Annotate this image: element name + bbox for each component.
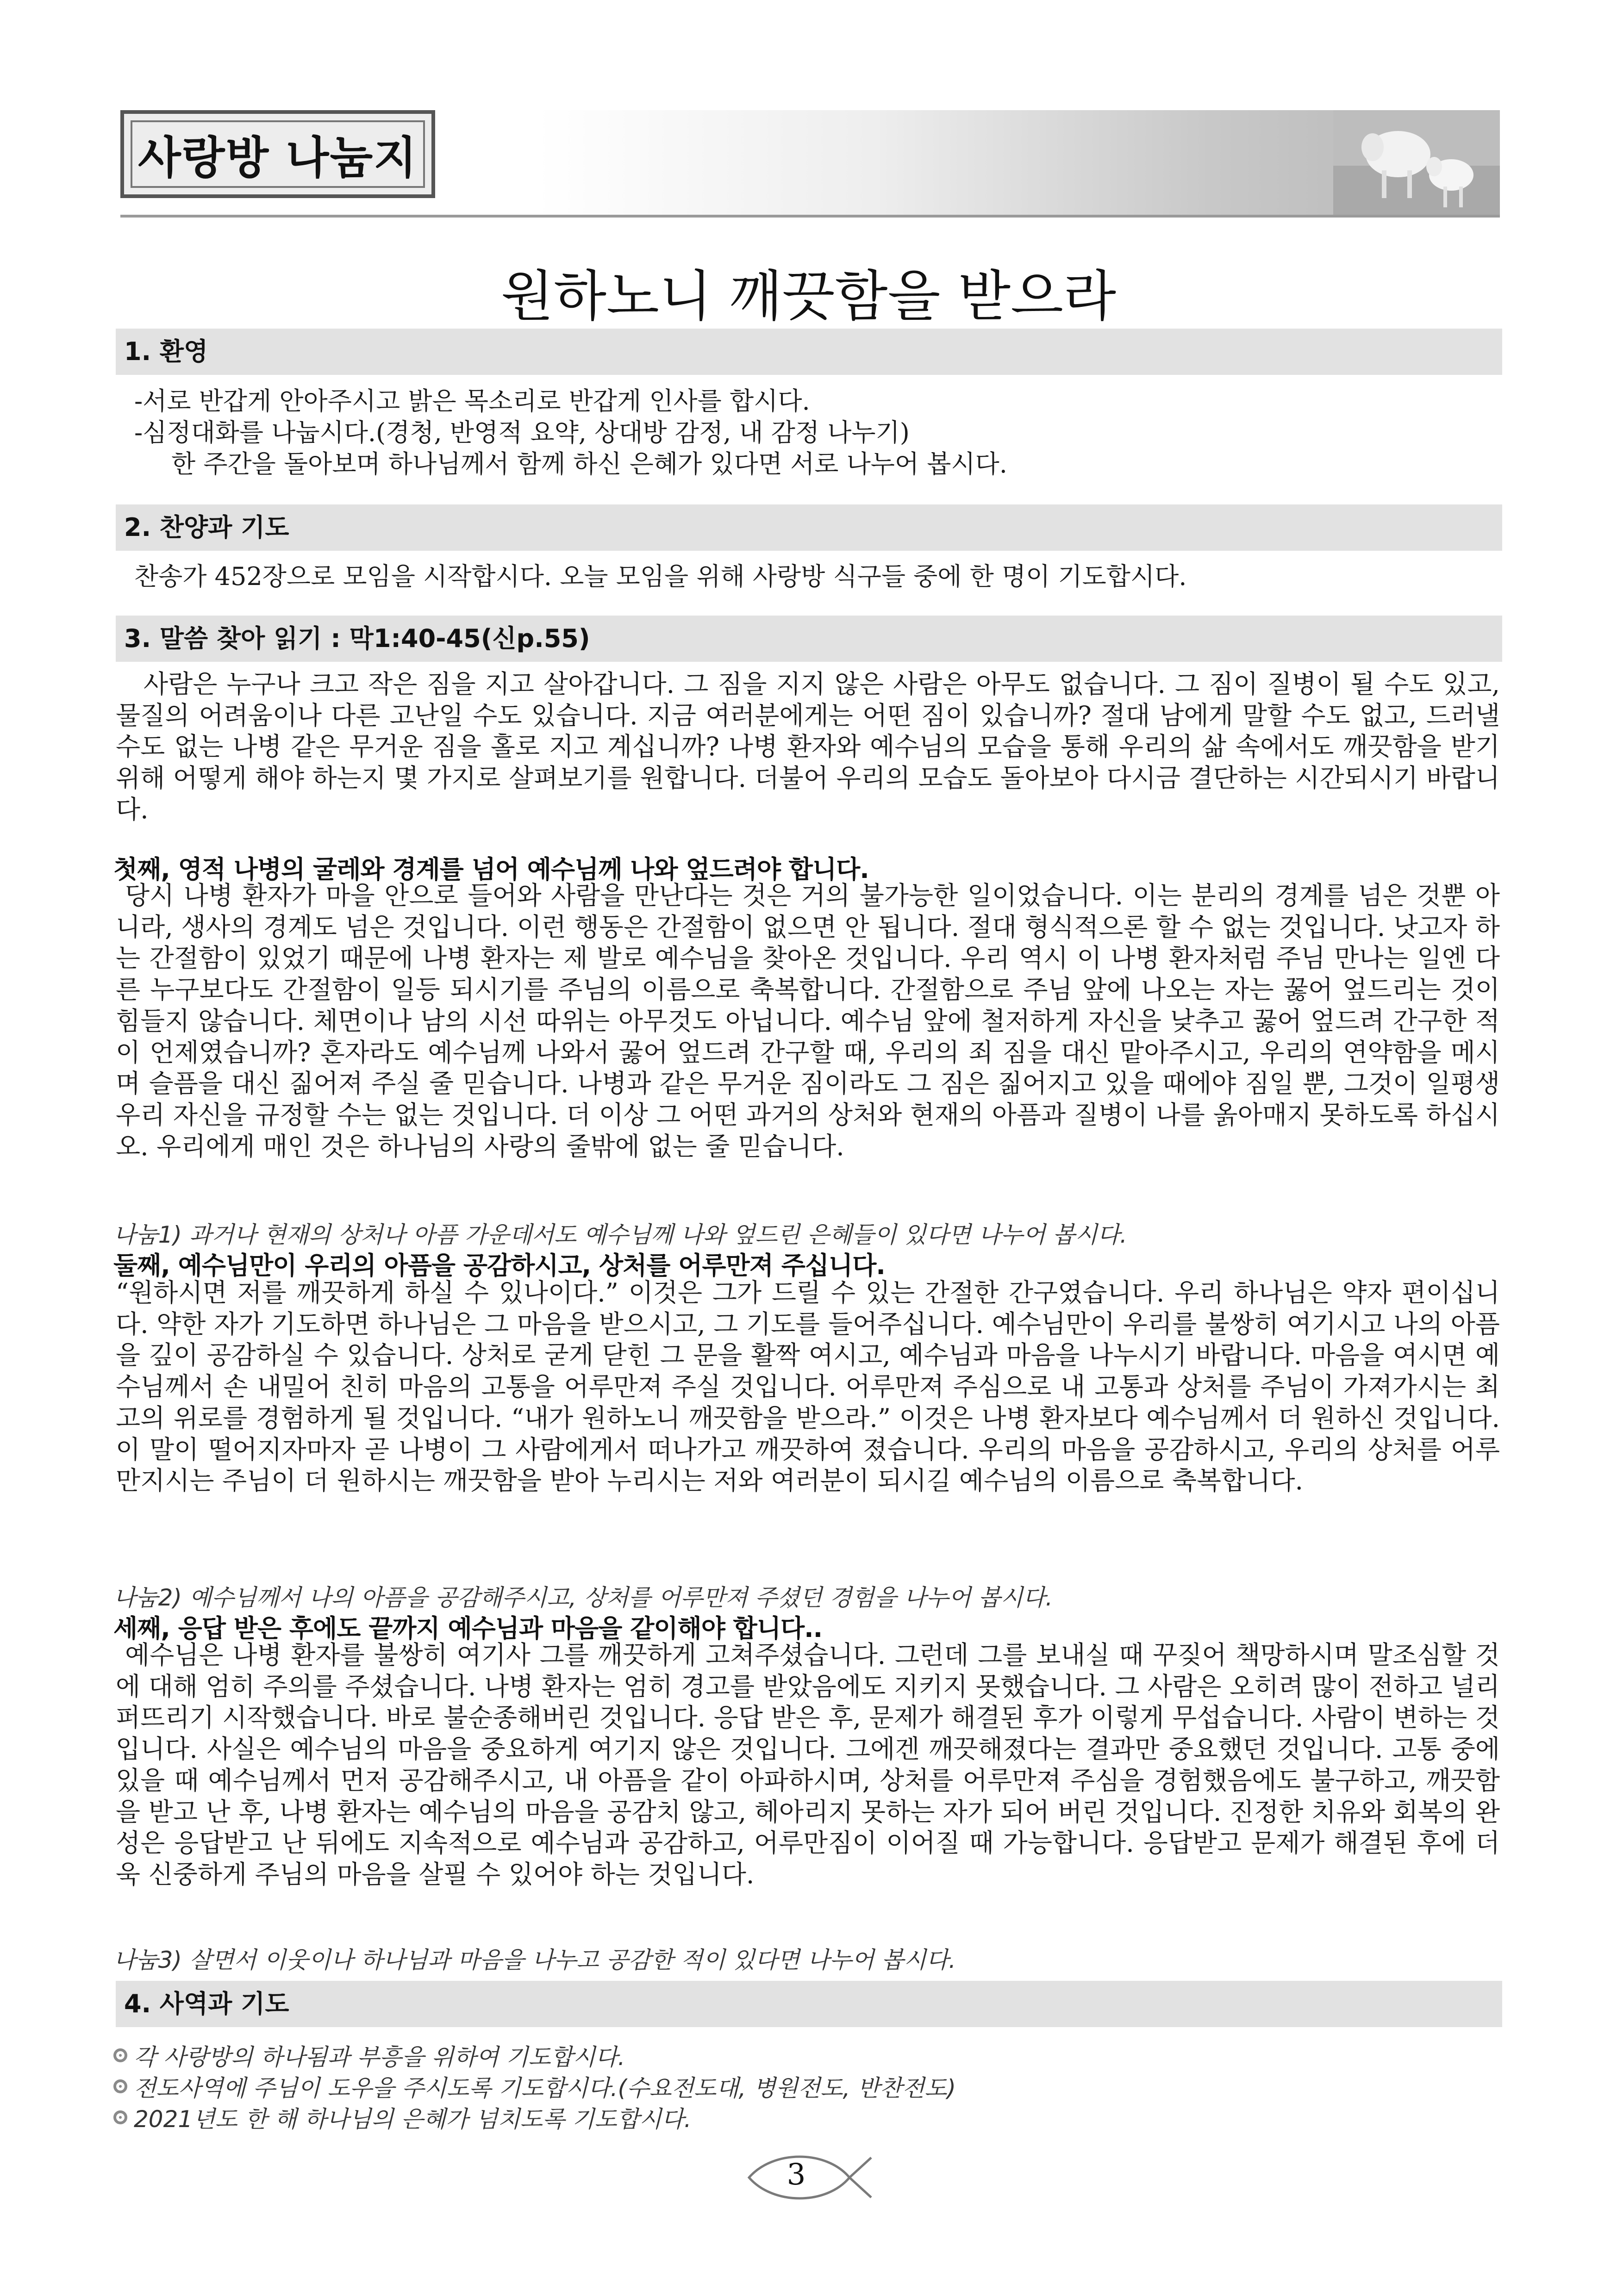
welcome-line-1: -서로 반갑게 안아주시고 밝은 목소리로 반갑게 인사를 합시다.	[134, 386, 810, 416]
sharing-question-2: 나눔2) 예수님께서 나의 아픔을 공감해주시고, 상처를 어루만져 주셨던 경험을 나누어 봅시다.	[113, 1584, 1053, 1611]
header-title: 사랑방 나눔지	[138, 131, 418, 184]
page-number: 3	[787, 2158, 806, 2192]
prayer-item: 2021년도 한 해 하나님의 은혜가 넘치도록 기도합시다.	[113, 2101, 692, 2134]
circle-bullet-icon	[113, 2079, 127, 2093]
point-3-heading: 세째, 응답 받은 후에도 끝까지 예수님과 마음을 같이해야 합니다..	[113, 1614, 823, 1643]
header-banner	[120, 110, 1500, 217]
point-2-paragraph: “원하시면 저를 깨끗하게 하실 수 있나이다.” 이것은 그가 드릴 수 있는 간절한 간구였습니다. 우리 하나님은 약자 편이십니다. 약한 자가 기도하면 하나님은 그 마음을 받으시고, 그 기도를 들어주십니다. 예수님만이 우리를 불쌍히 여기시고 나의 아픔을 깊이 공감하실 수 있습니다. 상처로 굳게 닫힌 그 문을 활짝 여시고, 예수님과 마음을 나누시기 바랍니다. 마음을 여시면 예수님께서 손 내밀어 친히 마음의 고통을 어루만져 주실 것입니다. 어루만져 주심으로 내 고통과 상처를 주님이 가져가시는 최고의 위로를 경험하게 될 것입니다. “내가 원하노니 깨끗함을 받으라.” 이것은 나병 환자보다 예수님께서 더 원하신 것입니다. 이 말이 떨어지자마자 곧 나병이 그 사람에게서 떠나가고 깨끗하여 졌습니다. 우리의 마음을 공감하시고, 우리의 상처를 어루만지시는 주님이 더 원하시는 깨끗함을 받아 누리시는 저와 여러분이 되시길 예수님의 이름으로 축복합니다.	[116, 1278, 1500, 1496]
header-title-box	[120, 110, 435, 198]
section-3-header	[116, 616, 1502, 662]
page-footer	[745, 2147, 875, 2208]
header-rule	[120, 215, 1500, 218]
section-1-header	[116, 329, 1502, 375]
point-2-heading: 둘째, 예수님만이 우리의 아픔을 공감하시고, 상처를 어루만져 주십니다.	[113, 1251, 885, 1280]
section-3-label: 3. 말씀 찾아 읽기 : 막1:40-45(신p.55)	[124, 624, 590, 653]
prayer-item: 전도사역에 주님이 도우을 주시도록 기도합시다.(수요전도대, 병원전도, 반찬전도)	[113, 2070, 956, 2103]
section-1-label: 1. 환영	[124, 337, 208, 366]
welcome-line-2: -심정대화를 나눕시다.(경청, 반영적 요약, 상대방 감정, 내 감정 나누기)	[134, 418, 910, 447]
sharing-question-1: 나눔1) 과거나 현재의 상처나 아픔 가운데서도 예수님께 나와 엎드린 은혜들이 있다면 나누어 봅시다.	[113, 1221, 1127, 1248]
sheep-photo	[1333, 110, 1500, 215]
section-2-label: 2. 찬양과 기도	[124, 513, 289, 542]
point-1-paragraph: 당시 나병 환자가 마을 안으로 들어와 사람을 만난다는 것은 거의 불가능한 일이었습니다. 이는 분리의 경계를 넘은 것뿐 아니라, 생사의 경계도 넘은 것입니다. 이런 행동은 간절함이 없으면 안 됩니다. 절대 형식적으론 할 수 없는 것입니다. 낫고자 하는 간절함이 있었기 때문에 나병 환자는 제 발로 예수님을 찾아온 것입니다. 우리 역시 이 나병 환자처럼 주님 만나는 일엔 다른 누구보다도 간절함이 일등 되시기를 주님의 이름으로 축복합니다. 간절함으로 주님 앞에 나오는 자는 꿇어 엎드리는 것이 힘들지 않습니다. 체면이나 남의 시선 따위는 아무것도 아닙니다. 예수님 앞에 철저하게 자신을 낮추고 꿇어 엎드려 간구한 적이 언제였습니까? 혼자라도 예수님께 나와서 꿇어 엎드려 간구할 때, 우리의 죄 짐을 대신 맡아주시고, 우리의 연약함을 메시며 슬픔을 대신 짊어져 주실 줄 믿습니다. 나병과 같은 무거운 짐이라도 그 짐은 짊어지고 있을 때에야 짐일 뿐, 그것이 일평생 우리 자신을 규정할 수는 없는 것입니다. 더 이상 그 어떤 과거의 상처와 현재의 아픔과 질병이 나를 옭아매지 못하도록 하십시오. 우리에게 매인 것은 하나님의 사랑의 줄밖에 없는 줄 믿습니다.	[116, 881, 1500, 1161]
point-3-paragraph: 예수님은 나병 환자를 불쌍히 여기사 그를 깨끗하게 고쳐주셨습니다. 그런데 그를 보내실 때 꾸짖어 책망하시며 말조심할 것에 대해 엄히 주의를 주셨습니다. 나병 환자는 엄히 경고를 받았음에도 지키지 못했습니다. 그 사람은 오히려 많이 전하고 널리 퍼뜨리기 시작했습니다. 바로 불순종해버린 것입니다. 응답 받은 후, 문제가 해결된 후가 이렇게 무섭습니다. 사람이 변하는 것입니다. 사실은 예수님의 마음을 중요하게 여기지 않은 것입니다. 그에겐 깨끗해졌다는 결과만 중요했던 것입니다. 고통 중에 있을 때 예수님께서 먼저 공감해주시고, 내 아픔을 같이 아파하시며, 상처를 어루만져 주심을 경험했음에도 불구하고, 깨끗함을 받고 난 후, 나병 환자는 예수님의 마음을 공감치 않고, 헤아리지 못하는 자가 되어 버린 것입니다. 진정한 치유와 회복의 완성은 응답받고 난 뒤에도 지속적으로 예수님과 공감하고, 어루만짐이 이어질 때 가능합니다. 응답받고 문제가 해결된 후에 더욱 신중하게 주님의 마음을 살필 수 있어야 하는 것입니다.	[116, 1640, 1500, 1889]
section-4-header	[116, 1981, 1502, 2027]
welcome-line-3: 한 주간을 돌아보며 하나님께서 함께 하신 은혜가 있다면 서로 나누어 봅시다.	[171, 449, 1007, 479]
circle-bullet-icon	[113, 2110, 127, 2124]
section-2-header	[116, 504, 1502, 551]
circle-bullet-icon	[113, 2048, 127, 2062]
praise-text: 찬송가 452장으로 모임을 시작합시다. 오늘 모임을 위해 사랑방 식구들 중에 한 명이 기도합시다.	[134, 562, 1187, 591]
section-4-label: 4. 사역과 기도	[124, 1989, 289, 2018]
prayer-item: 각 사랑방의 하나됨과 부흥을 위하여 기도합시다.	[113, 2039, 625, 2072]
sermon-title: 원하노니 깨끗함을 받으라	[501, 264, 1116, 328]
intro-paragraph: 사람은 누구나 크고 작은 짐을 지고 살아갑니다. 그 짐을 지지 않은 사람은 아무도 없습니다. 그 짐이 질병이 될 수도 있고, 물질의 어려움이나 다른 고난일 수도 있습니다. 지금 여러분에게는 어떤 짐이 있습니까? 절대 남에게 말할 수도 없고, 드러낼 수도 없는 나병 같은 무거운 짐을 홀로 지고 계십니까? 나병 환자와 예수님의 모습을 통해 우리의 삶 속에서도 깨끗함을 받기 위해 어떻게 해야 하는지 몇 가지로 살펴보기를 원합니다. 더불어 우리의 모습도 돌아보아 다시금 결단하는 시간되시기 바랍니다.	[116, 669, 1500, 824]
point-1-heading: 첫째, 영적 나병의 굴레와 경계를 넘어 예수님께 나와 엎드려야 합니다.	[113, 855, 869, 884]
sharing-question-3: 나눔3) 살면서 이웃이나 하나님과 마음을 나누고 공감한 적이 있다면 나누어 봅시다.	[113, 1947, 956, 1973]
